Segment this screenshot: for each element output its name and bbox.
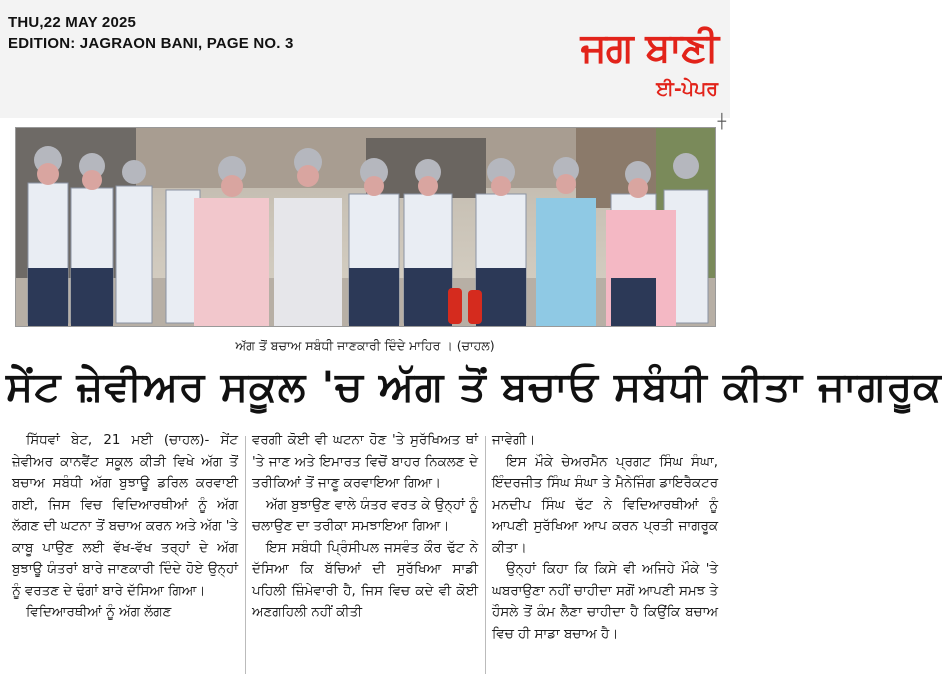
article-column-3 xyxy=(492,430,718,645)
logo-title: ਜਗ ਬਾਣੀ xyxy=(580,25,718,71)
article-headline: ਸੇਂਟ ਜ਼ੇਵੀਅਰ ਸਕੂਲ 'ਚ ਅੱਗ ਤੋਂ ਬਚਾਓ ਸਬੰਧੀ ਕੀਤਾ ਜਾਗਰੂਕ xyxy=(6,364,942,410)
paragraph: ਇਸ ਸਬੰਧੀ ਪ੍ਰਿੰਸੀਪਲ ਜਸਵੰਤ ਕੌਰ ਢੱਟ ਨੇ ਦੱਸਿਆ ਕਿ ਬੱਚਿਆਂ ਦੀ ਸੁਰੱਖਿਆ ਸਾਡੀ ਪਹਿਲੀ ਜ਼ਿੰਮੇਵਾਰੀ ਹੈ, ਜਿਸ ਵਿਚ ਕਦੇ ਵੀ ਕੋਈ ਅਣਗਹਿਲੀ ਨਹੀਂ ਕੀਤੀ xyxy=(252,540,478,620)
paragraph: ਇਸ ਮੌਕੇ ਚੇਅਰਮੈਨ ਪ੍ਰਗਟ ਸਿੰਘ ਸੰਘਾ, ਇੰਦਰਜੀਤ ਸਿੰਘ ਸੰਘਾ ਤੇ ਮੈਨੇਜਿੰਗ ਡਾਇਰੈਕਟਰ ਮਨਦੀਪ ਸਿੰਘ ਢੱਟ ਨੇ ਵਿਦਿਆਰਥੀਆਂ ਨੂੰ ਆਪਣੀ ਸੁਰੱਖਿਆ ਆਪ ਕਰਨ ਪ੍ਰਤੀ ਜਾਗਰੂਕ ਕੀਤਾ। xyxy=(492,454,718,556)
crop-mark-icon: ┼ xyxy=(717,114,726,130)
article-body xyxy=(12,430,718,680)
edition-header xyxy=(0,0,730,118)
group-photo-illustration xyxy=(16,128,715,326)
paragraph: ਉਨ੍ਹਾਂ ਕਿਹਾ ਕਿ ਕਿਸੇ ਵੀ ਅਜਿਹੇ ਮੌਕੇ 'ਤੇ ਘਬਰਾਉਣਾ ਨਹੀਂ ਚਾਹੀਦਾ ਸਗੋਂ ਆਪਣੀ ਸਮਝ ਤੇ ਹੌਸਲੇ ਤੋਂ ਕੰਮ ਲੈਣਾ ਚਾਹੀਦਾ ਹੈ ਕਿਉਂਕਿ ਬਚਾਅ ਵਿਚ ਹੀ ਸਾਡਾ ਬਚਾਅ ਹੈ। xyxy=(492,562,718,642)
column-divider xyxy=(245,436,246,674)
newspaper-logo[interactable] xyxy=(580,25,718,100)
paragraph: ਵਿਦਿਆਰਥੀਆਂ ਨੂੰ ਅੱਗ ਲੱਗਣ xyxy=(26,605,172,620)
photo-caption: ਅੱਗ ਤੋਂ ਬਚਾਅ ਸਬੰਧੀ ਜਾਣਕਾਰੀ ਦਿੰਦੇ ਮਾਹਿਰ । (ਚਾਹਲ) xyxy=(235,338,495,353)
article-column-2 xyxy=(252,430,478,624)
article-column-1 xyxy=(12,430,238,624)
logo-subtitle: ਈ-ਪੇਪਰ xyxy=(656,78,718,100)
paragraph: ਵਰਗੀ ਕੋਈ ਵੀ ਘਟਨਾ ਹੋਣ 'ਤੇ ਸੁਰੱਖਿਅਤ ਥਾਂ 'ਤੇ ਜਾਣ ਅਤੇ ਇਮਾਰਤ ਵਿਚੋਂ ਬਾਹਰ ਨਿਕਲਣ ਦੇ ਤਰੀਕਿਆਂ ਤੋਂ ਜਾਣੂ ਕਰਵਾਇਆ ਗਿਆ। xyxy=(252,433,478,491)
edition-name: EDITION: JAGRAON BANI, PAGE NO. 3 xyxy=(8,35,294,52)
article-photo xyxy=(15,127,716,327)
paragraph: ਜਾਵੇਗੀ। xyxy=(492,433,536,448)
edition-date: THU,22 MAY 2025 xyxy=(8,14,137,31)
paragraph: ਅੱਗ ਬੁਝਾਉਣ ਵਾਲੇ ਯੰਤਰ ਵਰਤ ਕੇ ਉਨ੍ਹਾਂ ਨੂੰ ਚਲਾਉਣ ਦਾ ਤਰੀਕਾ ਸਮਝਾਇਆ ਗਿਆ। xyxy=(252,497,478,534)
paragraph: ਸਿੱਧਵਾਂ ਬੇਟ, 21 ਮਈ (ਚਾਹਲ)- ਸੇਂਟ ਜ਼ੇਵੀਅਰ ਕਾਨਵੈਂਟ ਸਕੂਲ ਕੀੜੀ ਵਿਖੇ ਅੱਗ ਤੋਂ ਬਚਾਅ ਸਬੰਧੀ ਅੱਗ ਬੁਝਾਊ ਡਰਿਲ ਕਰਵਾਈ ਗਈ, ਜਿਸ ਵਿਚ ਵਿਦਿਆਰਥੀਆਂ ਨੂੰ ਅੱਗ ਲੱਗਣ ਦੀ ਘਟਨਾ ਤੋਂ ਬਚਾਅ ਕਰਨ ਅਤੇ ਅੱਗ 'ਤੇ ਕਾਬੂ ਪਾਉਣ ਲਈ ਵੱਖ-ਵੱਖ ਤਰ੍ਹਾਂ ਦੇ ਅੱਗ ਬੁਝਾਊ ਯੰਤਰਾਂ ਬਾਰੇ ਜਾਣਕਾਰੀ ਦਿੰਦੇ ਹੋਏ ਉਨ੍ਹਾਂ ਨੂੰ ਵਰਤਣ ਦੇ ਢੰਗਾਂ ਬਾਰੇ ਦੱਸਿਆ ਗਿਆ। xyxy=(12,433,238,599)
column-divider xyxy=(485,436,486,674)
